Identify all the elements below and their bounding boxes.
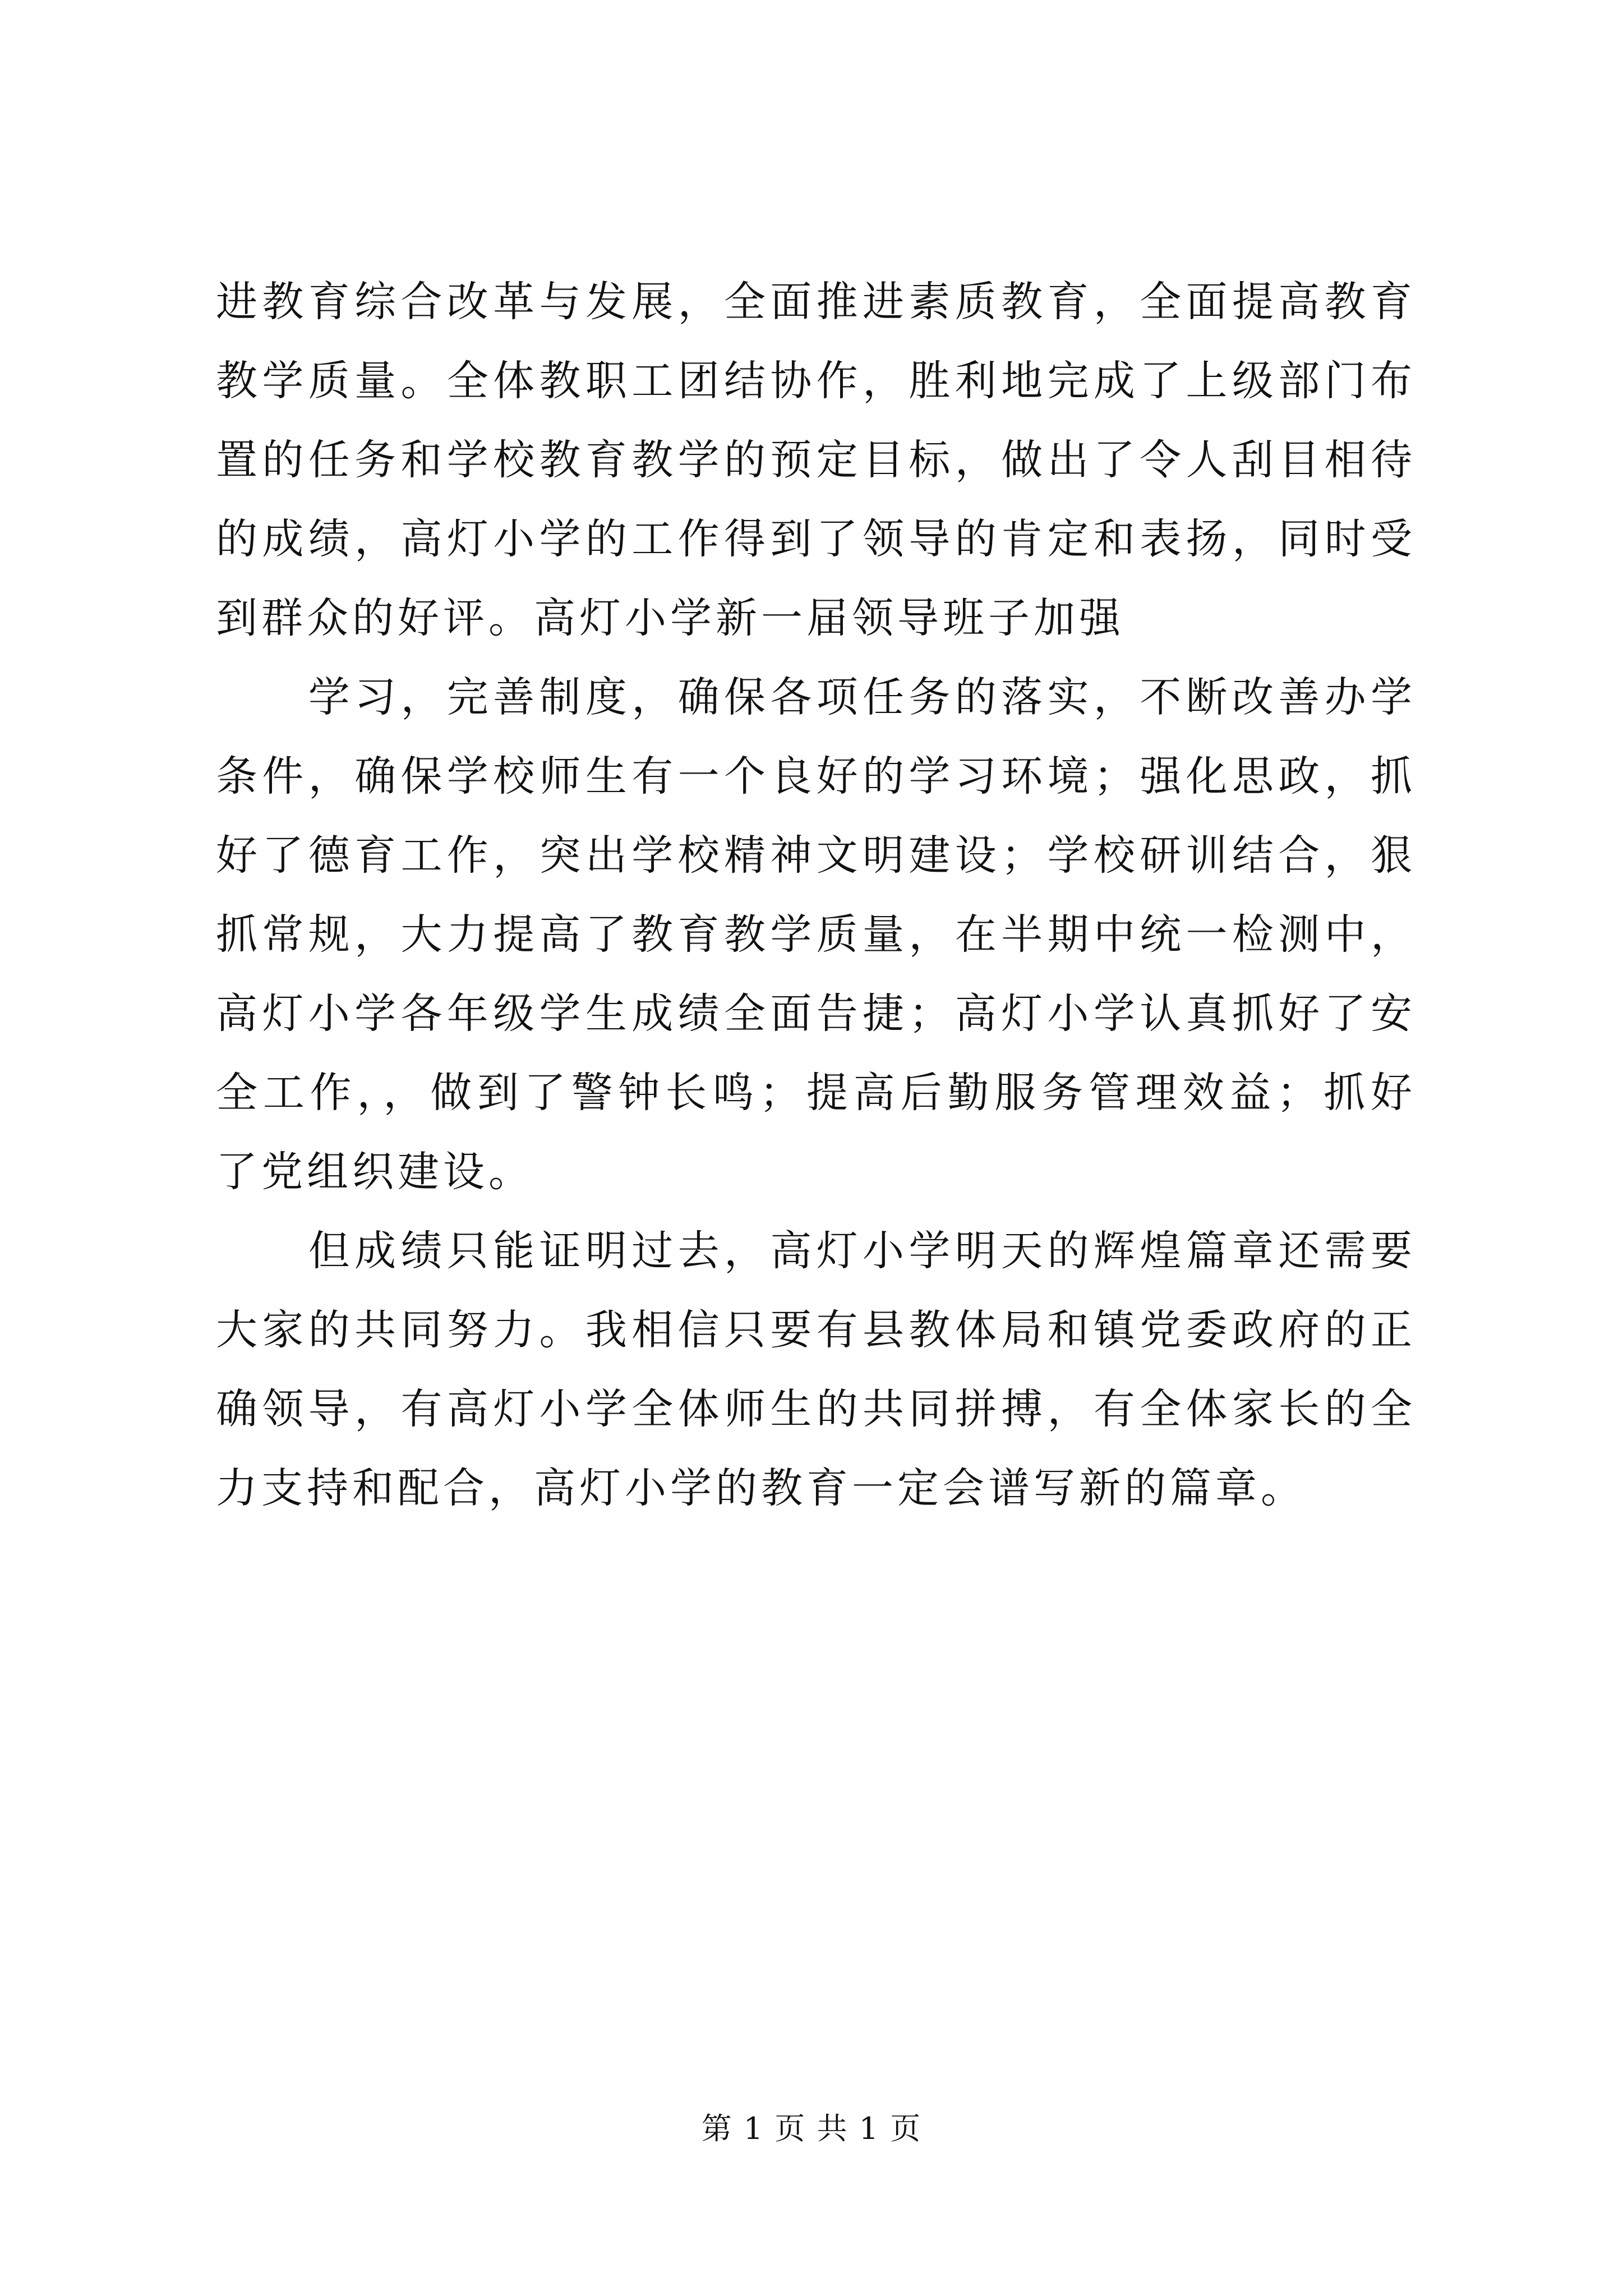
page-footer: 第 1 页 共 1 页 — [701, 2111, 922, 2146]
paragraph-1: 进教育综合改革与发展，全面推进素质教育，全面提高教育教学质量。全体教职工团结协作，胜利地完成了上级部门布置的任务和学校教育教学的预定目标，做出了令人刮目相待的成绩，高灯小学的工作得到了领导的肯定和表扬，同时受到群众的好评。高灯小学新一届领导班子加强 — [216, 278, 1416, 642]
paragraph-2: 学习，完善制度，确保各项任务的落实，不断改善办学条件，确保学校师生有一个良好的学习环境；强化思政，抓好了德育工作，突出学校精神文明建设；学校研训结合，狠抓常规，大力提高了教育教学质量，在半期中统一检测中，高灯小学各年级学生成绩全面告捷；高灯小学认真抓好了安全工作，，做到了警钟长鸣；提高后勤服务管理效益；抓好了党组织建设。 — [216, 673, 1416, 1196]
document-body — [216, 263, 1416, 1528]
paragraph-3: 但成绩只能证明过去，高灯小学明天的辉煌篇章还需要大家的共同努力。我相信只要有县教体局和镇党委政府的正确领导，有高灯小学全体师生的共同拼搏，有全体家长的全力支持和配合，高灯小学的教育一定会谱写新的篇章。 — [216, 1227, 1416, 1512]
